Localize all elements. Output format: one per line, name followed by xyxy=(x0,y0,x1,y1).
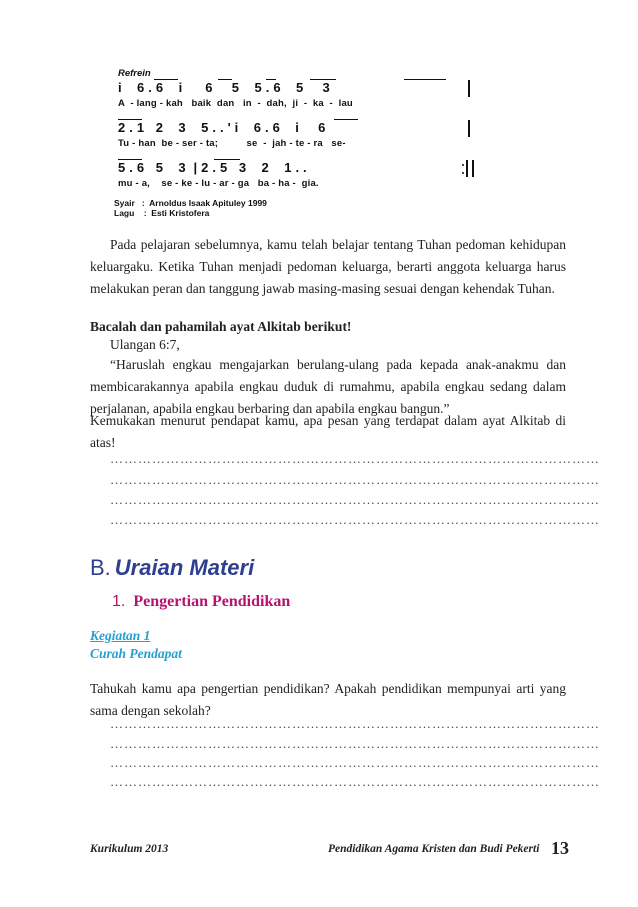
beam-line xyxy=(118,159,142,160)
section-title: Uraian Materi xyxy=(114,555,255,580)
footer-book-title: Pendidikan Agama Kristen dan Budi Pekerti xyxy=(328,843,540,855)
question-1: Kemukakan menurut pendapat kamu, apa pesan yang terdapat dalam ayat Alkitab di atas! xyxy=(90,413,566,450)
activity-subtitle: Curah Pendapat xyxy=(90,646,182,661)
song-author: Syair : Arnoldus Isaak Apituley 1999 xyxy=(114,198,267,208)
subsection-number: 1. xyxy=(112,593,126,610)
answer-line[interactable]: …………………………………………………………………………………………… xyxy=(110,472,600,487)
notation-row-3: 5 . 6 5 3 | 2 . 5 3 2 1 . . xyxy=(118,160,307,175)
answer-line[interactable]: …………………………………………………………………………………………… xyxy=(110,755,600,770)
question-2: Tahukah kamu apa pengertian pendidikan? Apakah pendidikan mempunyai arti yang sama dengan sekolah? xyxy=(90,681,566,718)
beam-line xyxy=(266,79,276,80)
answer-line[interactable]: …………………………………………………………………………………………… xyxy=(110,492,600,507)
refrain-label: Refrein xyxy=(118,68,151,79)
lyrics-row-1: A - lang - kah baik dan in - dah, ji - ka - lau xyxy=(118,98,353,109)
section-letter: B. xyxy=(90,555,111,580)
beam-line xyxy=(218,79,232,80)
repeat-dot xyxy=(462,172,464,174)
footer-curriculum: Kurikulum 2013 xyxy=(90,843,169,855)
repeat-dot xyxy=(462,164,464,166)
answer-line[interactable]: …………………………………………………………………………………………… xyxy=(110,774,600,789)
page-number: 13 xyxy=(551,838,569,858)
beam-line xyxy=(334,119,358,120)
beam-line xyxy=(404,79,446,80)
bar-line xyxy=(468,80,470,97)
activity-heading xyxy=(90,627,182,663)
notation-row-1: i 6 . 6 i 6 5 5 . 6 5 3 xyxy=(118,80,330,95)
bar-line xyxy=(466,160,468,177)
activity-name: Kegiatan 1 xyxy=(90,628,151,643)
song-composer: Lagu : Esti Kristofera xyxy=(114,208,210,218)
lyrics-row-3: mu - a, se - ke - lu - ar - ga ba - ha - gia. xyxy=(118,178,319,189)
notation-row-2: 2 . 1 2 3 5 . . ' i 6 . 6 i 6 xyxy=(118,120,326,135)
song-notation xyxy=(114,66,482,216)
beam-line xyxy=(118,119,142,120)
beam-line xyxy=(154,79,178,80)
verse-reference: Ulangan 6:7, xyxy=(110,337,180,352)
verse-quote: “Haruslah engkau mengajarkan berulang-ulang pada kepada anak-anakmu dan membicarakannya apabila engkau duduk di rumahmu, apabila engkau sedang dalam perjalanan, apabila engkau berbaring dan apabila engkau bangun.” xyxy=(90,357,566,416)
section-heading xyxy=(90,555,254,581)
answer-line[interactable]: …………………………………………………………………………………………… xyxy=(110,736,600,751)
subsection-title: Pengertian Pendidikan xyxy=(133,593,291,610)
lyrics-row-2: Tu - han be - ser - ta; se - jah - te - ra se- xyxy=(118,138,346,149)
bar-line xyxy=(468,120,470,137)
subsection-heading xyxy=(112,593,290,611)
bar-line xyxy=(472,160,474,177)
instruction: Bacalah dan pahamilah ayat Alkitab berikut! xyxy=(90,319,352,334)
answer-line[interactable]: …………………………………………………………………………………………… xyxy=(110,451,600,466)
beam-line xyxy=(214,159,240,160)
intro-paragraph: Pada pelajaran sebelumnya, kamu telah belajar tentang Tuhan pedoman kehidupan keluargaku. Ketika Tuhan menjadi pedoman keluarga, berarti anggota keluarga harus melakukan peran dan tanggung jawab masing-masing sesuai dengan kehendak Tuhan. xyxy=(90,237,566,296)
answer-line[interactable]: …………………………………………………………………………………………… xyxy=(110,716,600,731)
answer-line[interactable]: …………………………………………………………………………………………… xyxy=(110,512,600,527)
beam-line xyxy=(310,79,336,80)
